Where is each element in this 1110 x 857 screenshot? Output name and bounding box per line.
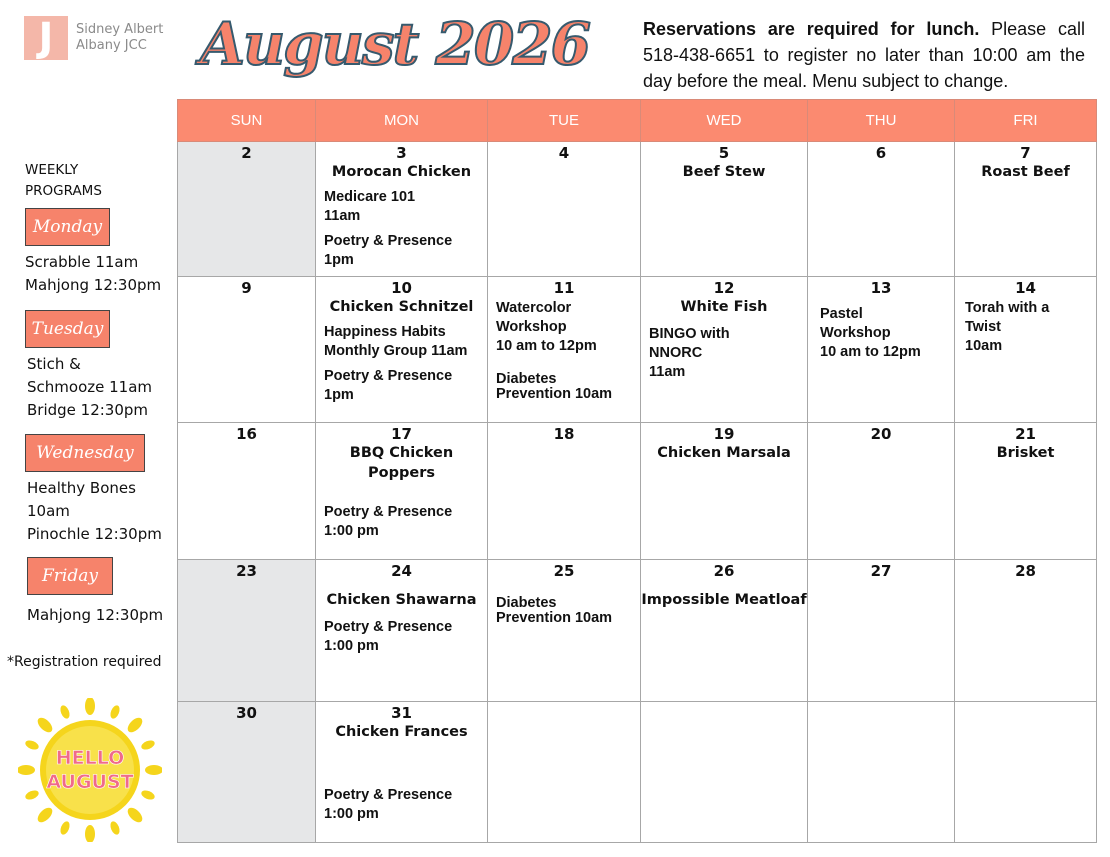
day-cell xyxy=(488,423,641,560)
day-number: 23 xyxy=(236,562,257,580)
event-list xyxy=(955,297,1096,356)
day-number: 25 xyxy=(553,562,575,580)
day-cell xyxy=(808,277,955,423)
calendar-week-row xyxy=(178,142,1097,277)
day-number: 4 xyxy=(558,144,570,162)
reservation-note-bold: Reservations are required for lunch. xyxy=(643,19,980,39)
event-text-line: Poetry & Presence xyxy=(324,619,453,635)
program-line: Stich & xyxy=(27,355,81,373)
event-item xyxy=(324,188,487,226)
header-tue: TUE xyxy=(488,100,641,142)
day-number: 9 xyxy=(241,279,252,297)
day-number: 19 xyxy=(713,425,735,443)
event-text-line: 10am xyxy=(965,338,1003,354)
day-cell xyxy=(178,277,316,423)
event-text-line: Pastel xyxy=(820,306,863,322)
event-text-line: 1:00 pm xyxy=(324,806,379,822)
day-number xyxy=(641,702,807,704)
day-cell xyxy=(178,560,316,702)
day-cell xyxy=(808,560,955,702)
program-line: Pinochle 12:30pm xyxy=(27,525,162,543)
event-item xyxy=(324,786,487,824)
tag-monday: Monday xyxy=(25,208,110,246)
day-cell xyxy=(488,702,641,843)
day-number: 5 xyxy=(718,144,730,162)
lunch-menu-item: Impossible Meatloaf xyxy=(641,592,807,608)
day-cell xyxy=(808,423,955,560)
event-text-line: 1pm xyxy=(324,252,354,268)
event-text-line: Twist xyxy=(965,319,1001,335)
heading-line-2: PROGRAMS xyxy=(25,183,102,199)
lunch-menu-item: Morocan Chicken xyxy=(331,164,472,180)
day-cell xyxy=(316,423,488,560)
weekday-header-row xyxy=(178,100,1097,142)
day-cell xyxy=(488,277,641,423)
lunch-menu-item: Chicken Shawarna xyxy=(326,592,477,608)
event-item xyxy=(324,367,487,405)
day-number: 17 xyxy=(391,425,412,443)
event-text-line: Poetry & Presence xyxy=(324,233,453,249)
wednesday-programs xyxy=(27,477,162,546)
event-text-line: Watercolor xyxy=(496,300,572,316)
day-cell xyxy=(955,702,1097,843)
event-item xyxy=(496,372,640,402)
day-number: 12 xyxy=(713,279,735,297)
logo-line-2: Albany JCC xyxy=(76,38,147,53)
lunch-menu-item: BBQ Chicken Poppers xyxy=(349,445,454,481)
header-mon: MON xyxy=(316,100,488,142)
event-text-line: Monthly Group 11am xyxy=(324,343,468,359)
day-cell xyxy=(178,423,316,560)
event-text-line: 1pm xyxy=(324,387,354,403)
event-item xyxy=(324,618,487,656)
logo-text xyxy=(76,22,163,54)
day-number xyxy=(955,702,1096,704)
event-list xyxy=(316,483,487,541)
logo-letter: J xyxy=(38,15,54,61)
day-cell xyxy=(488,142,641,277)
day-number: 18 xyxy=(553,425,575,443)
calendar-body xyxy=(178,142,1097,843)
event-text-line: Happiness Habits xyxy=(324,324,446,340)
calendar-week-row xyxy=(178,423,1097,560)
event-item xyxy=(324,503,487,541)
lunch-menu-item: Roast Beef xyxy=(981,164,1070,180)
event-text-line: 11am xyxy=(324,208,361,224)
header-fri: FRI xyxy=(955,100,1097,142)
tag-wednesday: Wednesday xyxy=(25,434,145,472)
program-line: Healthy Bones xyxy=(27,479,136,497)
calendar-week-row xyxy=(178,560,1097,702)
event-list xyxy=(808,297,954,362)
heading-line-1: WEEKLY xyxy=(25,162,79,178)
event-text-line: Diabetes xyxy=(496,371,557,387)
day-number: 10 xyxy=(391,279,412,297)
header-sun: SUN xyxy=(178,100,316,142)
event-text-line: Workshop xyxy=(820,325,891,341)
lunch-menu-item: Chicken Schnitzel xyxy=(329,299,474,315)
day-cell xyxy=(955,277,1097,423)
event-text-line: 1:00 pm xyxy=(324,523,379,539)
day-cell xyxy=(316,560,488,702)
reservation-note-text: Please call 518-438-6651 to register no later than 10:00 am the day before the meal. Menu subject to change. xyxy=(643,19,1085,91)
event-text-line: Torah with a xyxy=(965,300,1050,316)
program-line: Mahjong 12:30pm xyxy=(27,606,164,624)
event-text-line: Diabetes xyxy=(496,595,557,611)
event-text-line: Poetry & Presence xyxy=(324,368,453,384)
day-cell xyxy=(808,702,955,843)
day-cell xyxy=(641,277,808,423)
event-item xyxy=(324,323,487,361)
day-number: 27 xyxy=(870,562,892,580)
day-cell xyxy=(178,702,316,843)
day-cell xyxy=(955,142,1097,277)
day-number: 28 xyxy=(1015,562,1036,580)
day-number: 13 xyxy=(870,279,892,297)
event-item xyxy=(496,299,640,356)
calendar-week-row xyxy=(178,702,1097,843)
day-number: 2 xyxy=(241,144,252,162)
day-number: 26 xyxy=(713,562,735,580)
day-cell xyxy=(641,560,808,702)
event-list xyxy=(316,317,487,405)
event-text-line: Workshop xyxy=(496,319,567,335)
program-line: Mahjong 12:30pm xyxy=(25,276,162,294)
event-text-line: Prevention 10am xyxy=(496,610,613,626)
day-cell xyxy=(316,702,488,843)
tuesday-programs xyxy=(27,353,152,422)
event-list xyxy=(641,317,807,382)
day-number: 7 xyxy=(1020,144,1031,162)
lunch-menu-item: Brisket xyxy=(996,445,1055,461)
lunch-menu-item: Chicken Frances xyxy=(335,724,468,740)
header-wed: WED xyxy=(641,100,808,142)
day-number: 14 xyxy=(1015,279,1036,297)
event-text-line: 10 am to 12pm xyxy=(820,344,921,360)
event-list xyxy=(488,580,640,626)
event-item xyxy=(324,232,487,270)
day-number xyxy=(488,702,640,704)
day-number: 3 xyxy=(396,144,407,162)
calendar-week-row xyxy=(178,277,1097,423)
event-text-line: NNORC xyxy=(649,345,703,361)
day-cell xyxy=(955,423,1097,560)
event-text-line: Medicare 101 xyxy=(324,189,416,205)
jcc-logo xyxy=(24,16,163,60)
program-line: 10am xyxy=(27,502,70,520)
day-cell xyxy=(178,142,316,277)
day-number: 16 xyxy=(236,425,257,443)
event-list xyxy=(488,297,640,402)
day-number: 20 xyxy=(870,425,892,443)
tag-tuesday: Tuesday xyxy=(25,310,110,348)
event-text-line: 1:00 pm xyxy=(324,638,379,654)
logo-mark xyxy=(24,16,68,60)
header-thu: THU xyxy=(808,100,955,142)
event-list xyxy=(316,742,487,824)
lunch-menu-item: White Fish xyxy=(680,299,768,315)
calendar-grid xyxy=(177,99,1097,843)
day-cell xyxy=(641,702,808,843)
event-text-line: Poetry & Presence xyxy=(324,787,453,803)
day-cell xyxy=(488,560,641,702)
hello-august-sun-illustration xyxy=(18,698,162,842)
sun-highlight xyxy=(46,726,134,814)
event-list xyxy=(316,182,487,270)
event-text-line: BINGO with xyxy=(649,326,730,342)
weekly-programs-heading xyxy=(25,160,102,202)
day-number: 6 xyxy=(875,144,887,162)
event-item xyxy=(649,325,807,382)
day-number: 21 xyxy=(1015,425,1036,443)
event-text-line: Prevention 10am xyxy=(496,386,613,402)
day-number: 24 xyxy=(391,562,412,580)
registration-note: *Registration required xyxy=(7,654,162,670)
friday-programs xyxy=(27,604,163,627)
page-title: August 2026 xyxy=(200,10,589,78)
program-line: Schmooze 11am xyxy=(27,378,153,396)
day-cell xyxy=(955,560,1097,702)
reservation-note xyxy=(643,16,1085,94)
day-number: 30 xyxy=(236,704,257,722)
event-text-line: 11am xyxy=(649,364,686,380)
sun-text-line-1: HELLO xyxy=(55,747,125,769)
event-text-line: Poetry & Presence xyxy=(324,504,453,520)
day-cell xyxy=(641,423,808,560)
day-cell xyxy=(808,142,955,277)
sun-text-line-2: AUGUST xyxy=(46,771,134,793)
event-text-line: 10 am to 12pm xyxy=(496,338,597,354)
logo-line-1: Sidney Albert xyxy=(76,22,164,37)
day-number: 31 xyxy=(391,704,412,722)
event-item xyxy=(496,596,640,626)
day-cell xyxy=(316,277,488,423)
lunch-menu-item: Beef Stew xyxy=(682,164,766,180)
event-item xyxy=(820,305,954,362)
event-item xyxy=(965,299,1096,356)
monday-programs xyxy=(25,251,161,297)
day-cell xyxy=(641,142,808,277)
lunch-menu-item: Chicken Marsala xyxy=(657,445,791,461)
program-line: Scrabble 11am xyxy=(25,253,139,271)
day-number xyxy=(808,702,954,704)
day-number: 11 xyxy=(553,279,575,297)
program-line: Bridge 12:30pm xyxy=(27,401,149,419)
day-cell xyxy=(316,142,488,277)
tag-friday: Friday xyxy=(27,557,113,595)
event-list xyxy=(316,610,487,656)
